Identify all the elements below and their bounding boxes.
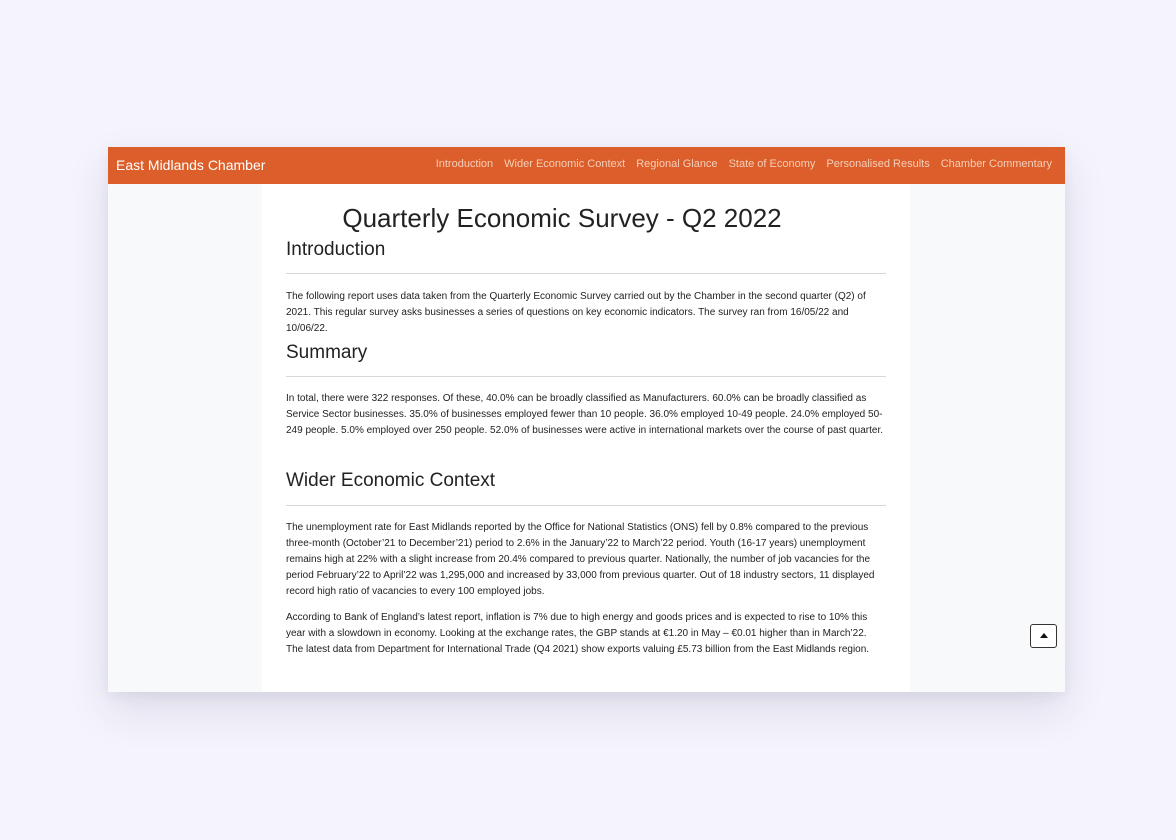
browser-window: [108, 147, 1065, 692]
nav-link-regional-glance[interactable]: Regional Glance: [636, 158, 718, 170]
divider: [286, 376, 886, 377]
wider-context-paragraph-2: According to Bank of England’s latest report, inflation is 7% due to high energy and goods prices and is expected to rise to 10% this year with a slowdown in economy. Looking at the exchange rates, the GBP stands at €1.20 in May – €0.01 higher than in March’22. The latest data from Department for International Trade (Q4 2021) show exports valuing £5.73 billion from the East Midlands region.: [286, 612, 870, 655]
wider-economic-context-heading: Wider Economic Context: [286, 470, 496, 491]
page-title: Quarterly Economic Survey - Q2 2022: [342, 203, 782, 233]
summary-heading: Summary: [286, 342, 368, 363]
brand-link[interactable]: East Midlands Chamber: [116, 157, 266, 173]
nav-link-state-of-economy[interactable]: State of Economy: [728, 158, 816, 170]
report-content: [262, 184, 910, 692]
caret-up-icon: [1040, 633, 1048, 638]
summary-text: In total, there were 322 responses. Of these, 40.0% can be broadly classified as Manufacturers. 60.0% can be broadly classified as Service Sector businesses. 35.0% of businesses employed fewer than 10 people. 36.0% employed 10-49 people. 24.0% employed 50-249 people. 5.0% employed over 250 people. 52.0% of businesses were active in international markets over the course of past quarter.: [286, 393, 884, 436]
nav-link-wider-economic-context[interactable]: Wider Economic Context: [504, 158, 626, 170]
nav-link-introduction[interactable]: Introduction: [435, 158, 494, 170]
nav-links: [436, 158, 1052, 170]
scroll-to-top-button[interactable]: [1030, 624, 1057, 648]
divider: [286, 273, 886, 274]
introduction-heading: Introduction: [286, 239, 386, 260]
nav-link-chamber-commentary[interactable]: Chamber Commentary: [940, 158, 1052, 170]
navbar: [108, 147, 1065, 184]
nav-link-personalised-results[interactable]: Personalised Results: [826, 158, 930, 170]
introduction-text: The following report uses data taken from the Quarterly Economic Survey carried out by the Chamber in the second quarter (Q2) of 2021. This regular survey asks businesses a series of questions on key economic indicators. The survey ran from 16/05/22 and 10/06/22.: [286, 291, 866, 334]
wider-context-paragraph-1: The unemployment rate for East Midlands reported by the Office for National Statistics (ONS) fell by 0.8% compared to the previous three-month (October’21 to December’21) period to 2.6% in the January’22 to March’22 period. Youth (16-17 years) unemployment remains high at 22% with a slight increase from 20.4% compared to previous quarter. Nationally, the number of job vacancies for the period February’22 to April’22 was 1,295,000 and increased by 33,000 from previous quarter. Out of 18 industry sectors, 11 displayed record high ratio of vacancies to every 100 employed jobs.: [286, 522, 875, 597]
divider: [286, 505, 886, 506]
